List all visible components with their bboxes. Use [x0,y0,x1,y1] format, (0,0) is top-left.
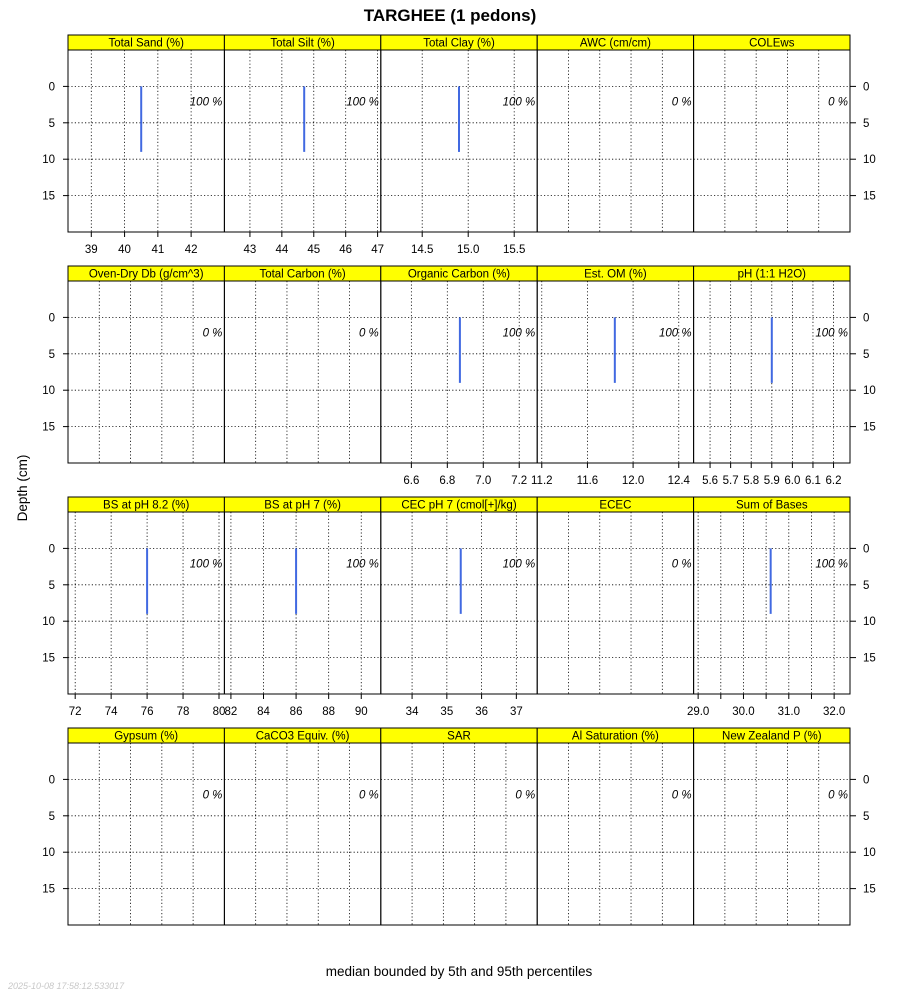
panel-strip-label-gypsum: Gypsum (%) [114,730,179,743]
y-tick-label-left: 15 [42,652,55,665]
x-tick-label: 43 [243,244,257,256]
panel-strip-label-oven-dry-db-g-cm-3: Oven-Dry Db (g/cm^3) [88,268,204,281]
x-tick-label: 12.4 [667,475,690,487]
x-tick-label: 46 [339,244,353,256]
pct-label-new-zealand-p: 0 % [828,789,848,802]
x-tick-label: 11.6 [576,475,599,487]
panel-frame-cec-ph-7-cmol-kg [381,512,537,694]
y-tick-label-left: 10 [42,154,55,167]
x-tick-label: 88 [322,706,336,718]
panel-strip-label-bs-at-ph-7: BS at pH 7 (%) [264,499,341,512]
panel-strip-label-total-carbon: Total Carbon (%) [259,268,346,281]
x-tick-label: 84 [257,706,270,718]
x-tick-label: 86 [289,706,303,718]
y-tick-label-right: 5 [863,348,870,361]
x-tick-label: 40 [118,244,131,256]
pct-label-total-clay: 100 % [502,96,536,109]
panel-frame-total-silt [224,50,380,232]
y-tick-label-right: 15 [863,652,876,665]
x-tick-label: 32.0 [822,706,846,718]
pct-label-awc-cm-cm: 0 % [671,96,692,109]
pct-label-oven-dry-db-g-cm-3: 0 % [202,327,223,340]
pct-label-total-silt: 100 % [346,96,379,109]
x-tick-label: 82 [224,706,238,718]
x-tick-label: 6.6 [403,475,420,487]
y-tick-label-left: 5 [48,348,55,361]
y-tick-label-right: 10 [863,847,876,860]
y-tick-label-left: 5 [48,810,55,823]
panel-strip-label-sar: SAR [447,730,471,743]
panel-frame-total-carbon [224,281,380,463]
y-tick-label-right: 0 [863,81,870,94]
x-tick-label: 15.0 [457,244,480,256]
chart-title: TARGHEE (1 pedons) [363,6,537,25]
pct-label-est-om: 100 % [658,327,692,340]
y-tick-label-left: 5 [48,579,55,592]
x-tick-label: 6.0 [784,475,801,487]
timestamp-watermark: 2025-10-08 17:58:12.533017 [8,981,125,991]
panel-frame-awc-cm-cm [537,50,693,232]
y-tick-label-left: 15 [42,190,55,203]
x-tick-label: 6.8 [439,475,456,487]
panel-strip-label-caco3-equiv: CaCO3 Equiv. (%) [255,730,350,743]
x-tick-label: 72 [68,706,82,718]
pct-label-gypsum: 0 % [202,789,223,802]
x-tick-label: 78 [176,706,190,718]
pct-label-bs-at-ph-7: 100 % [346,558,379,571]
x-tick-label: 39 [84,244,98,256]
x-tick-label: 14.5 [411,244,434,256]
y-axis-label: Depth (cm) [15,454,30,522]
panel-frame-oven-dry-db-g-cm-3 [68,281,224,463]
y-tick-label-right: 5 [863,810,870,823]
x-tick-label: 80 [212,706,226,718]
pct-label-colews: 0 % [828,96,848,109]
x-tick-label: 37 [509,706,523,718]
y-tick-label-right: 15 [863,421,876,434]
pct-label-ecec: 0 % [671,558,692,571]
y-tick-label-right: 15 [863,190,876,203]
panel-frame-new-zealand-p [694,743,850,925]
pct-label-sum-of-bases: 100 % [815,558,848,571]
pct-label-caco3-equiv: 0 % [358,789,379,802]
y-tick-label-right: 0 [863,543,870,556]
panel-frame-colews [694,50,850,232]
x-tick-label: 5.7 [722,475,739,487]
x-tick-label: 7.2 [511,475,528,487]
y-tick-label-right: 5 [863,117,870,130]
pct-label-sar: 0 % [515,789,536,802]
panel-grid [42,35,876,925]
panel-strip-label-sum-of-bases: Sum of Bases [736,499,808,512]
x-tick-label: 42 [184,244,198,256]
x-tick-label: 6.2 [825,475,842,487]
x-tick-label: 5.8 [743,475,760,487]
x-tick-label: 5.6 [702,475,719,487]
x-tick-label: 30.0 [732,706,755,718]
y-tick-label-left: 10 [42,847,55,860]
panel-strip-label-total-silt: Total Silt (%) [270,37,335,50]
y-tick-label-left: 5 [48,117,55,130]
panel-frame-al-saturation [537,743,693,925]
y-tick-label-right: 10 [863,616,876,629]
panel-strip-label-est-om: Est. OM (%) [584,268,647,281]
panel-frame-sum-of-bases [694,512,850,694]
pct-label-bs-at-ph-8-2: 100 % [189,558,223,571]
panel-strip-label-awc-cm-cm: AWC (cm/cm) [579,37,651,50]
panel-strip-label-total-sand: Total Sand (%) [108,37,184,50]
panel-strip-label-bs-at-ph-8-2: BS at pH 8.2 (%) [103,499,190,512]
panel-frame-sar [381,743,537,925]
x-tick-label: 45 [307,244,321,256]
panel-strip-label-new-zealand-p: New Zealand P (%) [722,730,822,743]
y-tick-label-right: 0 [863,774,870,787]
y-tick-label-right: 5 [863,579,870,592]
x-tick-label: 5.9 [763,475,780,487]
y-tick-label-left: 10 [42,616,55,629]
panel-frame-gypsum [68,743,224,925]
x-tick-label: 34 [405,706,419,718]
panel-frame-bs-at-ph-7 [224,512,380,694]
panel-strip-label-colews: COLEws [749,37,795,50]
x-tick-label: 36 [475,706,488,718]
y-tick-label-right: 10 [863,154,876,167]
y-tick-label-left: 0 [48,312,55,325]
panel-strip-label-cec-ph-7-cmol-kg: CEC pH 7 (cmol[+]/kg) [401,499,517,512]
y-tick-label-left: 0 [48,81,55,94]
y-tick-label-left: 10 [42,385,55,398]
pct-label-cec-ph-7-cmol-kg: 100 % [502,558,536,571]
x-tick-label: 41 [151,244,165,256]
x-tick-label: 76 [140,706,154,718]
x-tick-label: 15.5 [503,244,526,256]
x-tick-label: 47 [371,244,385,256]
y-tick-label-right: 10 [863,385,876,398]
x-tick-label: 7.0 [475,475,492,487]
panel-strip-label-ph-1-1-h2o: pH (1:1 H2O) [737,268,806,281]
y-tick-label-left: 15 [42,883,55,896]
x-tick-label: 11.2 [531,475,553,487]
panel-strip-label-organic-carbon: Organic Carbon (%) [407,268,511,281]
panel-strip-label-total-clay: Total Clay (%) [423,37,495,50]
footer-caption: median bounded by 5th and 95th percentiles [325,964,593,979]
pct-label-organic-carbon: 100 % [502,327,536,340]
pct-label-ph-1-1-h2o: 100 % [815,327,848,340]
y-tick-label-right: 0 [863,312,870,325]
panel-strip-label-ecec: ECEC [599,499,632,512]
y-tick-label-right: 15 [863,883,876,896]
panel-frame-caco3-equiv [224,743,380,925]
x-tick-label: 44 [275,244,289,256]
x-tick-label: 6.1 [804,475,821,487]
x-tick-label: 35 [440,706,454,718]
y-tick-label-left: 0 [48,774,55,787]
panel-frame-ecec [537,512,693,694]
x-tick-label: 29.0 [686,706,710,718]
x-tick-label: 31.0 [777,706,800,718]
pct-label-total-carbon: 0 % [358,327,379,340]
y-tick-label-left: 0 [48,543,55,556]
x-tick-label: 74 [104,706,118,718]
panel-strip-label-al-saturation: Al Saturation (%) [571,730,659,743]
y-tick-label-left: 15 [42,421,55,434]
pct-label-al-saturation: 0 % [671,789,692,802]
x-tick-label: 90 [354,706,368,718]
pct-label-total-sand: 100 % [189,96,223,109]
x-tick-label: 12.0 [621,475,645,487]
